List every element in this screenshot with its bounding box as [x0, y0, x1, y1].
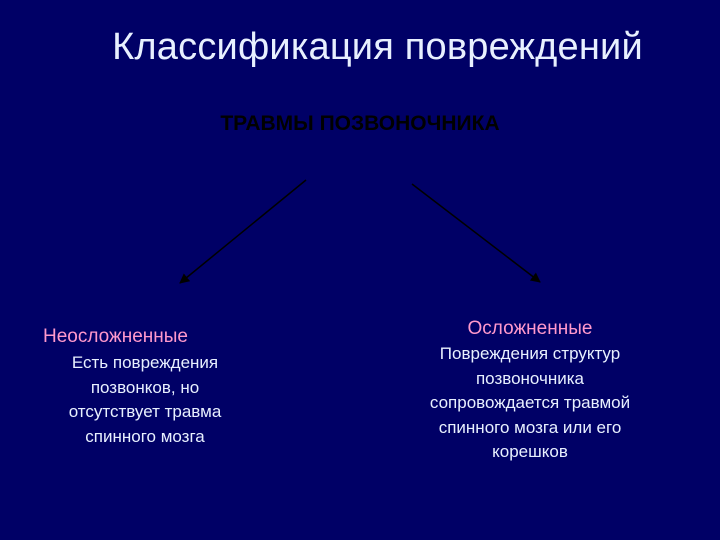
- description-line: спинного мозга или его: [438, 417, 622, 437]
- description-line: Повреждения структур: [439, 344, 621, 363]
- description-line: Есть повреждения: [71, 353, 219, 372]
- branch-uncomplicated-description: [40, 351, 250, 449]
- branch-uncomplicated-title: Неосложненные: [43, 326, 188, 347]
- arrow-left: [180, 180, 306, 283]
- description-line: корешков: [492, 442, 568, 461]
- branch-complicated: [405, 318, 655, 465]
- description-line: позвонков, но: [90, 377, 200, 397]
- description-line: спинного мозга: [85, 426, 205, 446]
- branch-complicated-description: [405, 342, 655, 465]
- slide-title: Классификация повреждений: [112, 26, 643, 68]
- branch-uncomplicated: [40, 326, 250, 449]
- description-line: отсутствует травма: [68, 402, 222, 421]
- description-line: сопровождается травмой: [429, 393, 631, 412]
- root-node-label: ТРАВМЫ ПОЗВОНОЧНИКА: [220, 112, 500, 135]
- branch-complicated-title: Осложненные: [467, 318, 593, 339]
- description-line: позвоночника: [475, 368, 585, 388]
- arrow-right: [412, 184, 540, 282]
